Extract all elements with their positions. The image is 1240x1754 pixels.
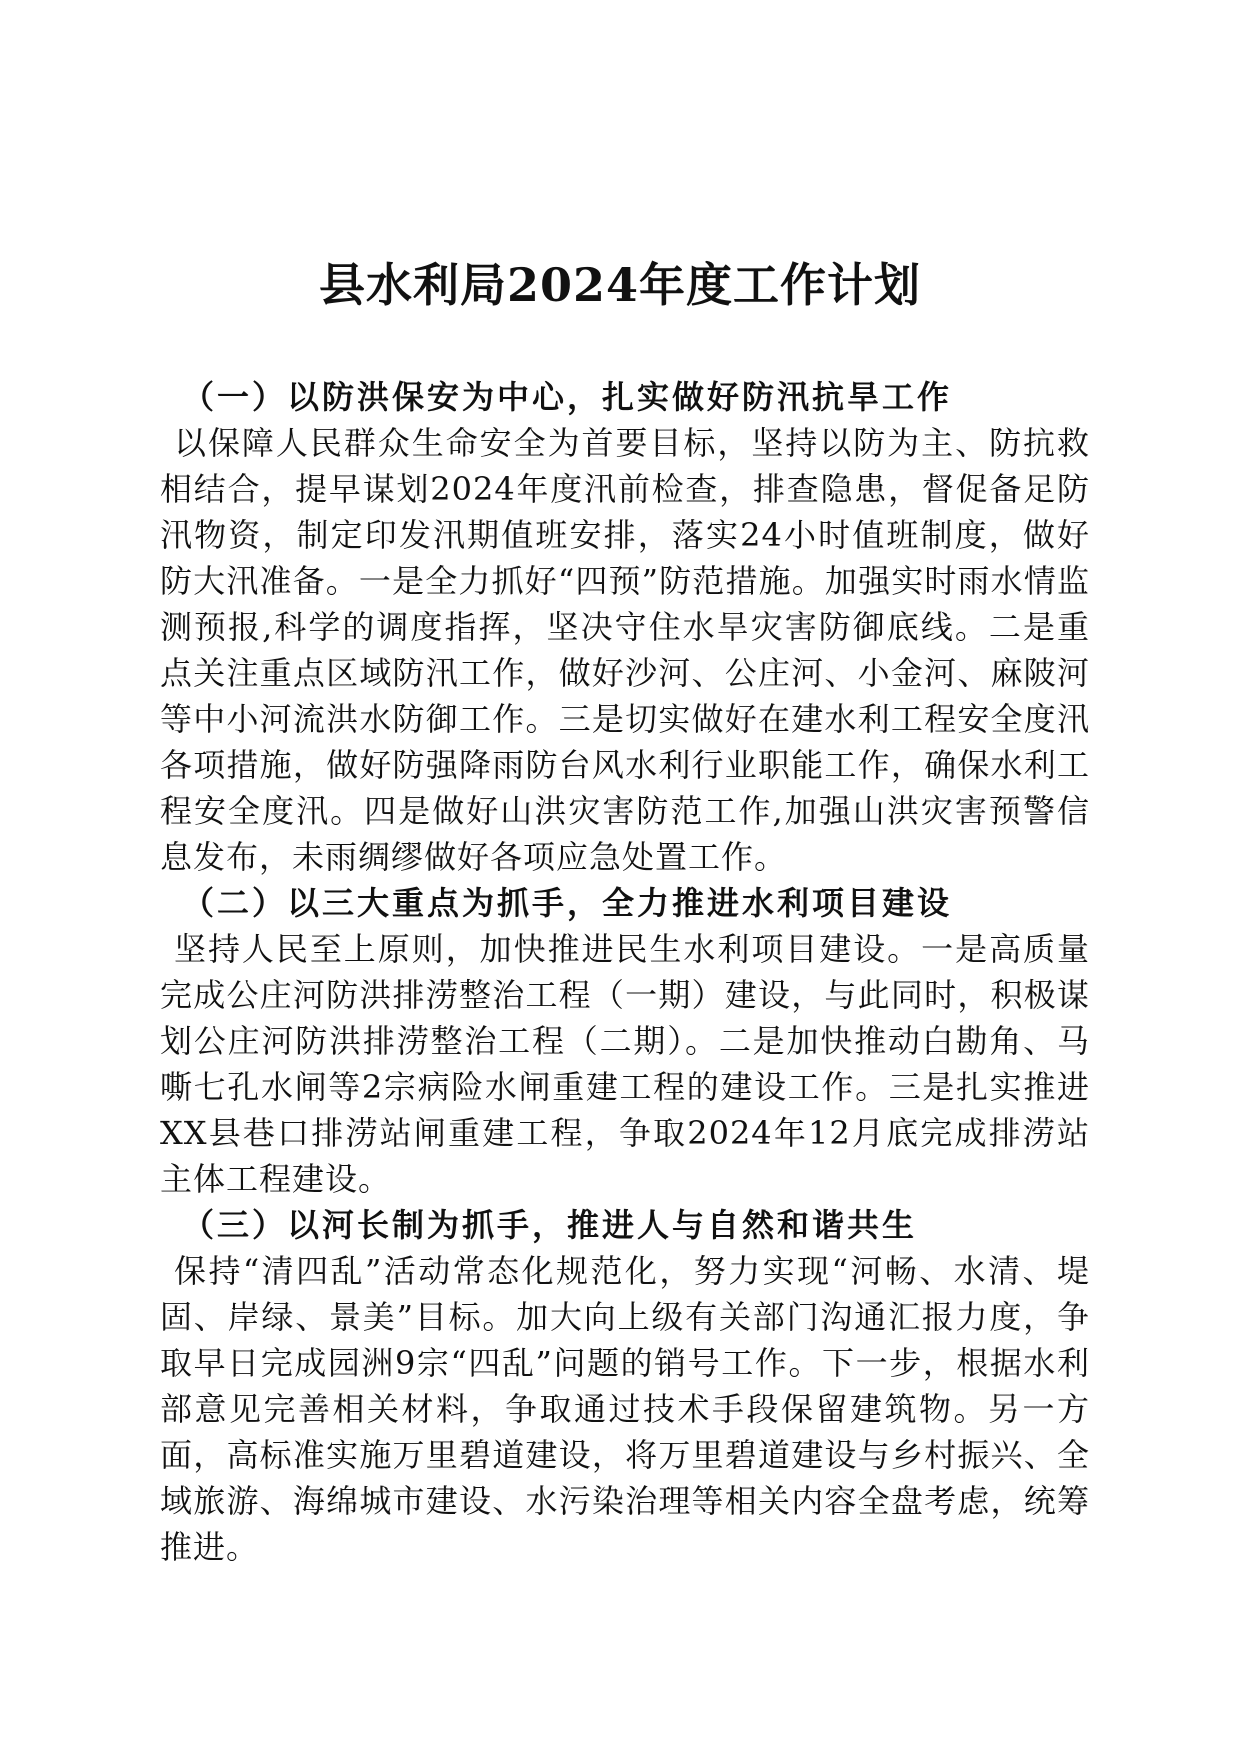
section-paragraph: 以保障人民群众生命安全为首要目标，坚持以防为主、防抗救相结合，提早谋划2024年度汛前检查，排查隐患，督促备足防汛物资，制定印发汛期值班安排，落实24小时值班制度，做好防大汛准备。一是全力抓好“四预”防范措施。加强实时雨水情监测预报,科学的调度指挥，坚决守住水旱灾害防御底线。二是重点关注重点区域防汛工作，做好沙河、公庄河、小金河、麻陂河等中小河流洪水防御工作。三是切实做好在建水利工程安全度汛各项措施，做好防强降雨防台风水利行业职能工作，确保水利工程安全度汛。四是做好山洪灾害防范工作,加强山洪灾害预警信息发布，未雨绸缪做好各项应急处置工作。 bbox=[160, 424, 1090, 876]
section-water-projects bbox=[160, 880, 1090, 1202]
document-body bbox=[160, 374, 1090, 1570]
document-title: 县水利局2024年度工作计划 bbox=[318, 258, 922, 312]
section-paragraph: 保持“清四乱”活动常态化规范化，努力实现“河畅、水清、堤固、岸绿、景美”目标。加大向上级有关部门沟通汇报力度，争取早日完成园洲9宗“四乱”问题的销号工作。下一步，根据水利部意见完善相关材料，争取通过技术手段保留建筑物。另一方面，高标准实施万里碧道建设，将万里碧道建设与乡村振兴、全域旅游、海绵城市建设、水污染治理等相关内容全盘考虑，统筹推进。 bbox=[160, 1252, 1090, 1566]
section-heading: （二）以三大重点为抓手，全力推进水利项目建设 bbox=[182, 884, 953, 922]
section-heading: （三）以河长制为抓手，推进人与自然和谐共生 bbox=[182, 1206, 918, 1244]
section-river-chief bbox=[160, 1202, 1090, 1570]
section-flood-control bbox=[160, 374, 1090, 880]
section-heading: （一）以防洪保安为中心，扎实做好防汛抗旱工作 bbox=[182, 378, 953, 416]
section-paragraph: 坚持人民至上原则，加快推进民生水利项目建设。一是高质量完成公庄河防洪排涝整治工程（一期）建设，与此同时，积极谋划公庄河防洪排涝整治工程（二期）。二是加快推动白勘角、马嘶七孔水闸等2宗病险水闸重建工程的建设工作。三是扎实推进XX县巷口排涝站闸重建工程，争取2024年12月底完成排涝站主体工程建设。 bbox=[160, 930, 1090, 1198]
